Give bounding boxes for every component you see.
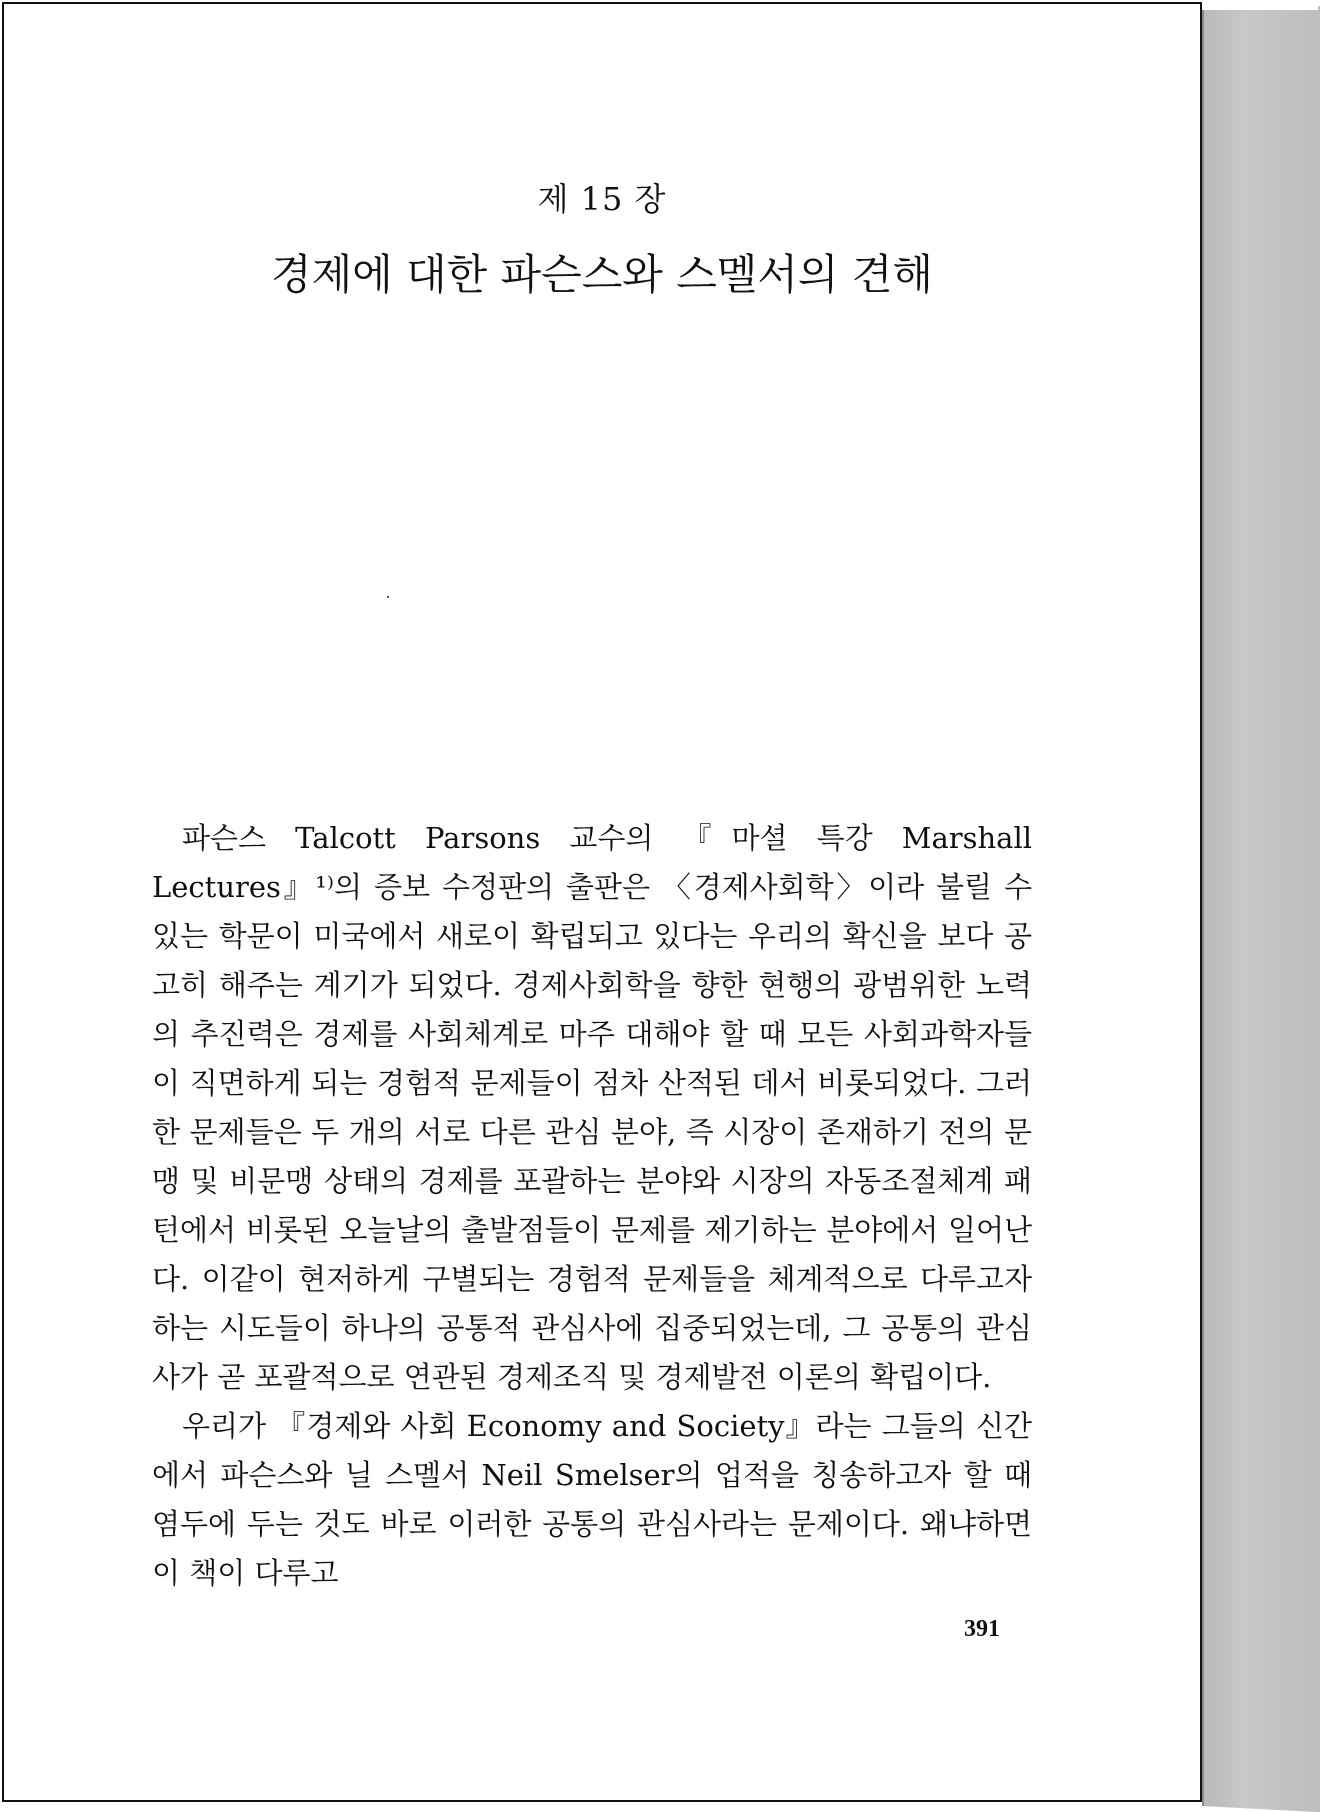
- book-spine-edge: [1202, 0, 1320, 1812]
- chapter-number: 제 15 장: [537, 180, 667, 218]
- chapter-title: 경제에 대한 파슨스와 스멜서의 견해: [271, 250, 933, 299]
- book-page: [2, 2, 1202, 1802]
- paragraph-1: 파슨스 Talcott Parsons 교수의 『마셜 특강 Marshall Lectures』¹⁾의 증보 수정판의 출판은 〈경제사회학〉이라 불릴 수 있는 학문이 미국에서 새로이 확립되고 있다는 우리의 확신을 보다 공고히 해주는 계기가 되었다. 경제사회학을 향한 현행의 광범위한 노력의 추진력은 경제를 사회체계로 마주 대해야 할 때 모든 사회과학자들이 직면하게 되는 경험적 문제들이 점차 산적된 데서 비롯되었다. 그러한 문제들은 두 개의 서로 다른 관심 분야, 즉 시장이 존재하기 전의 문맹 및 비문맹 상태의 경제를 포괄하는 분야와 시장의 자동조절체계 패턴에서 비롯된 오늘날의 출발점들이 문제를 제기하는 분야에서 일어난다. 이같이 현저하게 구별되는 경험적 문제들을 체계적으로 다루고자 하는 시도들이 하나의 공통적 관심사에 집중되었는데, 그 공통의 관심사가 곧 포괄적으로 연관된 경제조직 및 경제발전 이론의 확립이다.: [152, 821, 1032, 1394]
- body-text: [152, 814, 1032, 1598]
- page-number: 391: [964, 1616, 1000, 1642]
- spine-top-mask: [1202, 0, 1318, 10]
- paragraph-2: 우리가 『경제와 사회 Economy and Society』라는 그들의 신간에서 파슨스와 닐 스멜서 Neil Smelser의 업적을 칭송하고자 할 때 염두에 두는 것도 바로 이러한 공통의 관심사라는 문제이다. 왜냐하면 이 책이 다루고: [152, 1409, 1032, 1590]
- scan-speck: [387, 596, 389, 598]
